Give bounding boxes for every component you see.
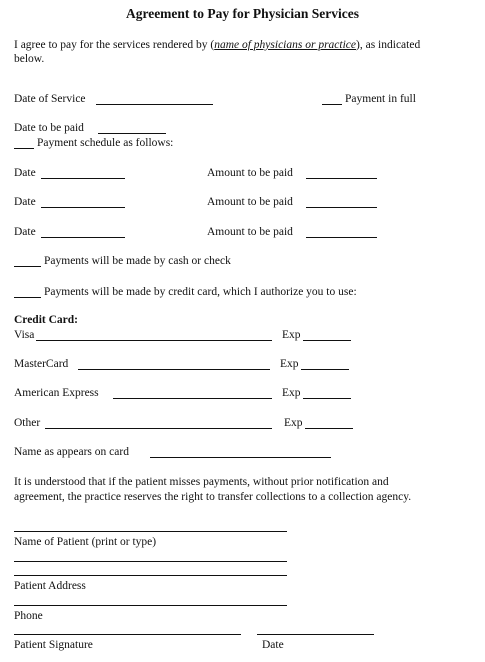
intro-text bbox=[14, 38, 420, 52]
amex-label: American Express bbox=[14, 387, 99, 399]
schedule-date-field[interactable] bbox=[41, 207, 125, 208]
schedule-date-label: Date bbox=[14, 226, 36, 238]
schedule-amount-label: Amount to be paid bbox=[207, 226, 293, 238]
cash-check-label: Payments will be made by cash or check bbox=[44, 255, 231, 267]
amex-number-field[interactable] bbox=[113, 398, 272, 399]
phone-label: Phone bbox=[14, 610, 43, 622]
payment-schedule-checkbox[interactable] bbox=[14, 148, 34, 149]
patient-address-field-line2[interactable] bbox=[14, 575, 287, 576]
visa-exp-label: Exp bbox=[282, 329, 301, 341]
intro-italic: name of physicians or practice bbox=[214, 39, 357, 51]
patient-name-label: Name of Patient (print or type) bbox=[14, 536, 157, 548]
disclaimer-line2: agreement, the practice reserves the right to transfer collections to a collection agency. bbox=[14, 491, 412, 503]
visa-label: Visa bbox=[14, 329, 35, 341]
patient-address-field-line1[interactable] bbox=[14, 561, 287, 562]
schedule-date-label: Date bbox=[14, 196, 36, 208]
other-card-label: Other bbox=[14, 417, 41, 429]
credit-card-heading: Credit Card: bbox=[14, 314, 78, 326]
other-exp-field[interactable] bbox=[305, 428, 353, 429]
schedule-amount-label: Amount to be paid bbox=[207, 196, 293, 208]
patient-address-label: Patient Address bbox=[14, 580, 86, 592]
date-of-service-label: Date of Service bbox=[14, 93, 86, 105]
payment-in-full-label: Payment in full bbox=[345, 93, 416, 105]
mastercard-exp-field[interactable] bbox=[301, 369, 349, 370]
schedule-date-field[interactable] bbox=[41, 178, 125, 179]
mastercard-number-field[interactable] bbox=[78, 369, 270, 370]
schedule-amount-field[interactable] bbox=[306, 207, 377, 208]
amex-exp-field[interactable] bbox=[303, 398, 351, 399]
payment-in-full-checkbox[interactable] bbox=[322, 104, 342, 105]
other-exp-label: Exp bbox=[284, 417, 303, 429]
schedule-date-label: Date bbox=[14, 167, 36, 179]
phone-field[interactable] bbox=[14, 605, 287, 606]
visa-number-field[interactable] bbox=[36, 340, 272, 341]
visa-exp-field[interactable] bbox=[303, 340, 351, 341]
credit-card-option-label: Payments will be made by credit card, which I authorize you to use: bbox=[44, 286, 357, 298]
signature-date-field[interactable] bbox=[257, 634, 374, 635]
signature-date-label: Date bbox=[262, 639, 284, 651]
signature-label: Patient Signature bbox=[14, 639, 93, 651]
name-on-card-label: Name as appears on card bbox=[14, 446, 129, 458]
intro-line2: below. bbox=[14, 53, 45, 65]
intro-pre: I agree to pay for the services rendered by ( bbox=[14, 39, 215, 51]
mastercard-label: MasterCard bbox=[14, 358, 69, 370]
schedule-amount-label: Amount to be paid bbox=[207, 167, 293, 179]
patient-name-field[interactable] bbox=[14, 531, 287, 532]
mastercard-exp-label: Exp bbox=[280, 358, 299, 370]
payment-schedule-label: Payment schedule as follows: bbox=[37, 137, 174, 149]
intro-post: ), as indicated bbox=[356, 39, 421, 51]
date-of-service-field[interactable] bbox=[96, 104, 213, 105]
name-on-card-field[interactable] bbox=[150, 457, 331, 458]
credit-card-checkbox[interactable] bbox=[14, 297, 41, 298]
page-title: Agreement to Pay for Physician Services bbox=[125, 6, 360, 21]
amex-exp-label: Exp bbox=[282, 387, 301, 399]
date-to-be-paid-label: Date to be paid bbox=[14, 122, 84, 134]
signature-field[interactable] bbox=[14, 634, 241, 635]
schedule-amount-field[interactable] bbox=[306, 178, 377, 179]
schedule-date-field[interactable] bbox=[41, 237, 125, 238]
other-card-number-field[interactable] bbox=[45, 428, 272, 429]
schedule-amount-field[interactable] bbox=[306, 237, 377, 238]
cash-check-checkbox[interactable] bbox=[14, 266, 41, 267]
disclaimer-line1: It is understood that if the patient misses payments, without prior notification and bbox=[14, 476, 389, 488]
date-to-be-paid-field[interactable] bbox=[98, 133, 166, 134]
